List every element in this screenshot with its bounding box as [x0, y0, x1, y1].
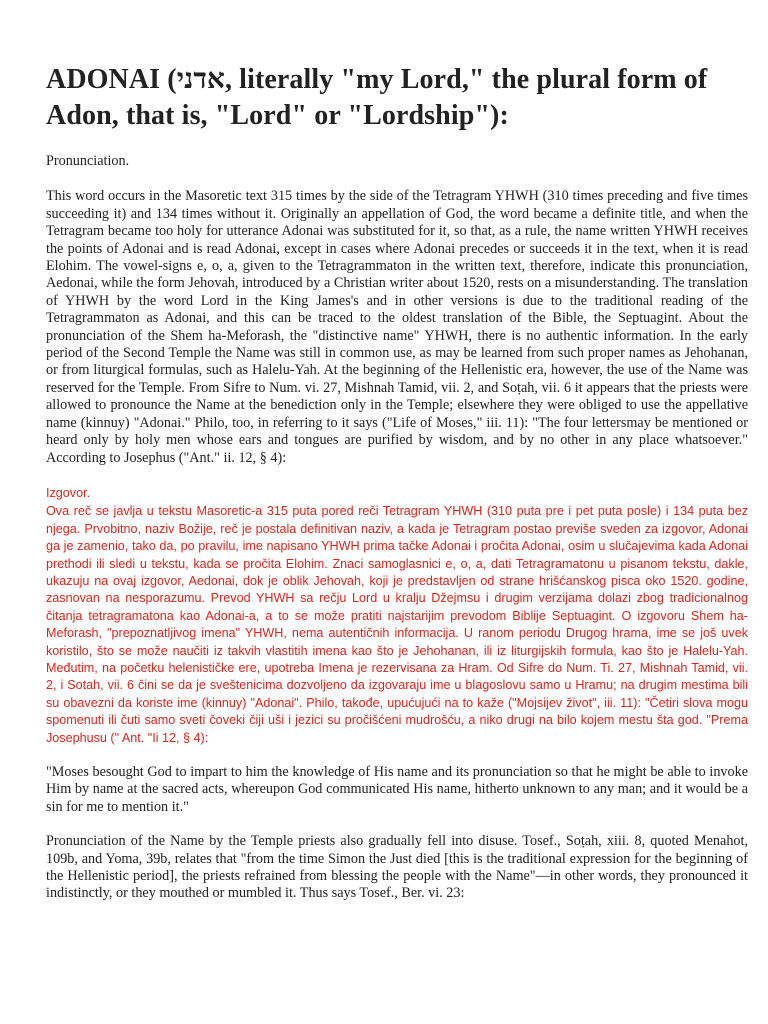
izgovor-label: Izgovor. [46, 485, 91, 500]
josephus-quote: "Moses besought God to impart to him the knowledge of His name and its pronunciation so that he might be able to invoke Him by name at the sacred acts, whereupon God communicated His name, hitherto unknown to any man; and it would be a sin for me to mention it." [46, 764, 748, 815]
english-paragraph: This word occurs in the Masoretic text 315 times by the side of the Tetragram YHWH (310 times preceding and five times succeeding it) and 134 times without it. Originally an appellation of God, the word became a definite title, and when the Tetragram became too holy for utterance Adonai was substituted for it, so that, as a rule, the name written YHWH receives the points of Adonai and is read Adonai, except in cases where Adonai precedes or succeeds it in the text, when it is read Elohim. The vowel-signs e, o, a, given to the Tetragrammaton in the written text, therefore, indicate this pronunciation, Aedonai, while the form Jehovah, introduced by a Christian writer about 1520, rests on a misunderstanding. The translation of YHWH by the word Lord in the King James's and in other versions is due to the traditional reading of the Tetragrammaton as Adonai, and this can be traced to the oldest translation of the Bible, the Septuagint. About the pronunciation of the Shem ha-Meforash, the "distinctive name" YHWH, there is no authentic information. In the early period of the Second Temple the Name was still in common use, as may be learned from such proper names as Jehohanan, or from liturgical formulas, such as Halelu-Yah. At the beginning of the Hellenistic era, however, the use of the Name was reserved for the Temple. From Sifre to Num. vi. 27, Mishnah Tamid, vii. 2, and Soṭah, vii. 6 it appears that the priests were allowed to pronounce the Name at the benediction only in the Temple; elsewhere they were obliged to use the appellative name (kinnuy) "Adonai." Philo, too, in referring to it says ("Life of Moses," iii. 11): "The four lettersmay be mentioned or heard only by holy men whose ears and tongues are purified by wisdom, and by no other in any place whatsoever." According to Josephus ("Ant." ii. 12, § 4): [46, 188, 748, 466]
serbian-translation-paragraph: Ova reč se javlja u tekstu Masoretic-a 315 puta pored reči Tetragram YHWH (310 puta pre i pet puta posle) i 134 puta bez njega. Prvobitno, naziv Božije, reč je postala definitivan naziv, a kada je Tetragram postao previše sveden za izgovor, Adonai ga je zamenio, tako da, po pravilu, ime napisano YHWH prima tačke Adonai i pročita Adonai, osim u slučajevima kada Adonai prethodi ili sledi u tekstu, kada se pročita Elohim. Znaci samoglasnici e, o, a, dati Tetragramatonu u pisanom tekstu, dakle, ukazuju na ovaj izgovor, Aedonai, dok je oblik Jehovah, koji je predstavljen od strane hrišćanskog pisca oko 1520. godine, zasnovan na nesporazumu. Prevod YHWH sa rečju Lord u kralju Džejmsu i drugim verzijama dolazi zbog tradicionalnog čitanja tetragramatona kao Adonai-a, a to se može pratiti najstarijim prevodom Biblije Septuagint. O izgovoru Shem ha-Meforash, "prepoznatljivog imena" YHWH, nema autentičnih informacija. U ranom periodu Drugog hrama, ime se još uvek koristilo, što se može naučiti iz takvih vlastitih imena kao što je Jehohanan, ili iz liturgijskih formula, kao što je Halelu-Yah. Međutim, na početku helenističke ere, upotreba Imena je rezervisana za Hram. Od Sifre do Num. Ti. 27, Mishnah Tamid, vii. 2, i Sotah, vii. 6 čini se da je sveštenicima dozvoljeno da izgovaraju ime u blagoslovu samo u Hramu; na drugim mestima bili su obavezni da koriste ime (kinnuy) "Adonai". Philo, takođe, upućujući na to kaže ("Mojsijev život", iii. 11): "Četiri slova mogu spomenuti ili čuti samo sveti čoveki čiji uši i jezici su pročišćeni mudrošću, a niko drugi na bilo kojem mestu šta god. "Prema Josephusu (" Ant. "Ii 12, § 4): [46, 504, 748, 745]
pronunciation-label: Pronunciation. [46, 153, 130, 169]
page-title: ADONAI (אדני, literally "my Lord," the plural form of Adon, that is, "Lord" or "Lordship"): [46, 64, 708, 131]
closing-paragraph: Pronunciation of the Name by the Temple priests also gradually fell into disuse. Tosef., Soṭah, xiii. 8, quoted Menahot, 109b, and Yoma, 39b, relates that "from the time Simon the Just died [this is the traditional expression for the beginning of the Hellenistic period], the priests refrained from blessing the people with the Name"—in other words, they pronounced it indistinctly, or they mouthed or mumbled it. Thus says Tosef., Ber. vi. 23: [46, 833, 748, 902]
